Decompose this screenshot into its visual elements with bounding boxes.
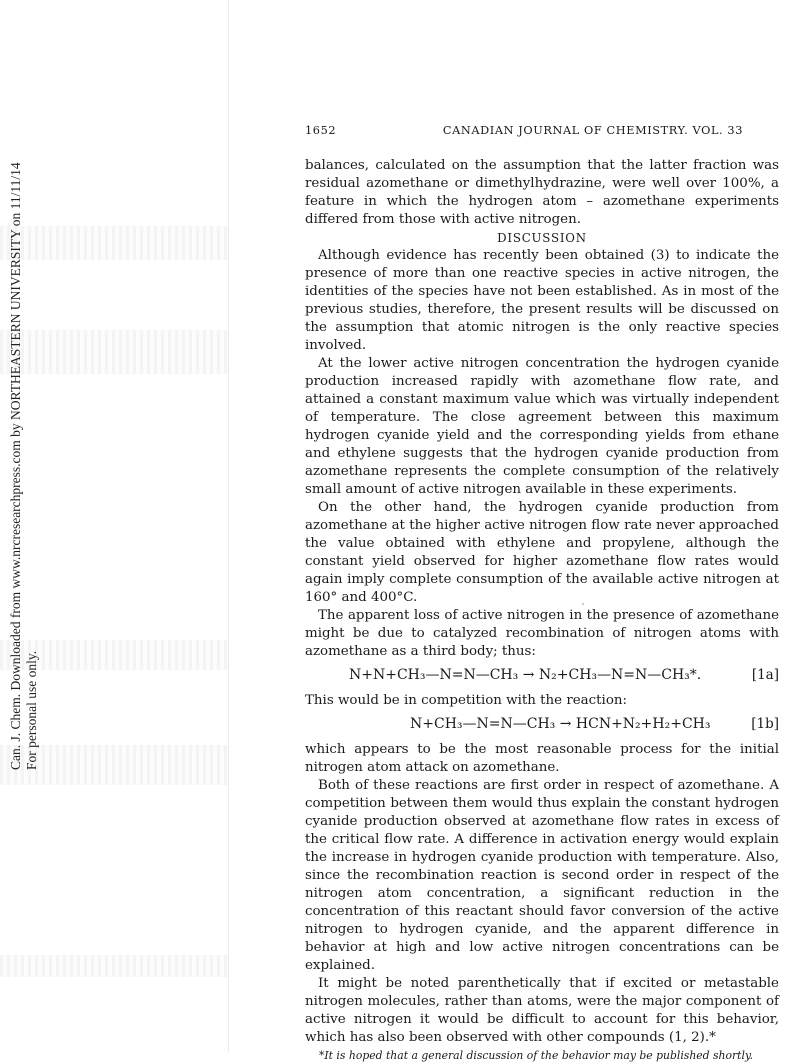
equation-1b [305,715,779,737]
equation-text: N+N+CH₃—N=N—CH₃ → N₂+CH₃—N=N—CH₃*. [349,667,702,683]
paragraph: At the lower active nitrogen concentration the hydrogen cyanide production increased rapidly with azomethane flow rate, and attained a constant maximum value which was virtually independent of temperature. The close agreement between this maximum hydrogen cyanide yield and the corresponding yields from ethane and ethylene suggests that the hydrogen cyanide production from azomethane represents the complete consumption of the relatively small amount of active nitrogen available in these experiments. [305,356,779,497]
scan-artifact [0,226,230,260]
page-header [305,122,779,140]
page-number: 1652 [305,124,337,137]
scan-speck [582,603,584,605]
equation-1a [305,666,779,688]
footnote: *It is hoped that a general discussion of the behavior may be published shortly. [319,1049,754,1062]
equation-number: [1a] [751,667,779,683]
paragraph: Although evidence has recently been obtained (3) to indicate the presence of more than one reactive species in active nitrogen, the identities of the species have not been established. As in most of the previous studies, therefore, the present results will be discussed on the assumption that atomic nitrogen is the only reactive species involved. [305,248,779,353]
equation-text: N+CH₃—N=N—CH₃ → HCN+N₂+H₂+CH₃ [410,716,711,732]
download-watermark [8,162,44,770]
paragraph: The apparent loss of active nitrogen in the presence of azomethane might be due to catalyzed recombination of nitrogen atoms with azomethane as a third body; thus: [305,608,779,659]
paragraph: which appears to be the most reasonable process for the initial nitrogen atom attack on azomethane. [305,742,779,775]
section-heading: DISCUSSION [497,231,587,245]
journal-page [305,122,779,1063]
watermark-line-1: Can. J. Chem. Downloaded from www.nrcresearchpress.com by NORTHEASTERN UNIVERSITY on 11/11/14 [8,162,23,770]
paragraph: This would be in competition with the reaction: [305,693,628,708]
paragraph: balances, calculated on the assumption that the latter fraction was residual azomethane or dimethylhydrazine, were well over 100%, a feature in which the hydrogen atom – azomethane experiments differed from those with active nitrogen. [305,158,779,227]
watermark-line-2: For personal use only. [24,650,39,770]
paragraph: Both of these reactions are first order in respect of azomethane. A competition between them would thus explain the constant hydrogen cyanide production observed at azomethane flow rates in excess of the critical flow rate. A difference in activation energy would explain the increase in hydrogen cyanide production with temperature. Also, since the recombination reaction is second order in respect of the nitrogen atom concentration, a significant reduction in the concentration of this reactant should favor conversion of the active nitrogen to hydrogen cyanide, and the apparent difference in behavior at high and low active nitrogen concentrations can be explained. [305,778,779,973]
scan-edge-line [228,0,229,1052]
paragraph: On the other hand, the hydrogen cyanide production from azomethane at the higher active nitrogen flow rate never approached the value obtained with ethylene and propylene, although the constant yield observed for higher azomethane flow rates would again imply complete consumption of the available active nitrogen at 160° and 400°C. [305,500,779,605]
equation-number: [1b] [751,716,779,732]
paragraph: It might be noted parenthetically that if excited or metastable nitrogen molecules, rather than atoms, were the major component of active nitrogen it would be difficult to account for this behavior, which has also been observed with other compounds (1, 2).* [305,976,779,1045]
scan-artifact [0,955,230,977]
running-head: CANADIAN JOURNAL OF CHEMISTRY. VOL. 33 [442,124,743,137]
